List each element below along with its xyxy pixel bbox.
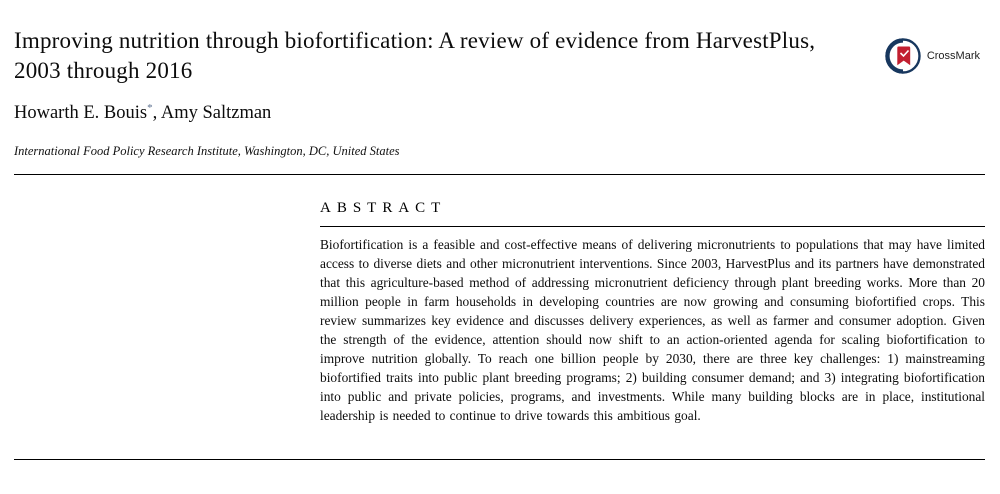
crossmark-badge[interactable]: [883, 36, 980, 76]
abstract-text: Biofortification is a feasible and cost-effective means of delivering micronutrients to populations that may have limited access to diverse diets and other micronutrient interventions. Since 2003, HarvestPlus and its partners have demonstrated that this agriculture-based method of addressing micronutrient deficiency through plant breeding works. More than 20 million people in farm households in developing countries are now growing and consuming biofortified crops. This review summarizes key evidence and discusses delivery experiences, as well as farmer and consumer adoption. Given the strength of the evidence, attention should now shift to an action-oriented agenda for scaling biofortification to improve nutrition globally. To reach one billion people by 2030, there are three key challenges: 1) mainstreaming biofortified traits into public plant breeding programs; 2) building consumer demand; and 3) integrating biofortification into public and private policies, programs, and investments. While many building blocks are in place, institutional leadership is needed to continue to drive towards this ambitious goal.: [320, 237, 985, 423]
corresponding-author-asterisk-link[interactable]: *: [147, 101, 153, 114]
abstract-heading: ABSTRACT: [320, 200, 447, 216]
author-name-1: Howarth E. Bouis: [14, 103, 148, 123]
affiliation-line: International Food Policy Research Institute, Washington, DC, United States: [14, 144, 400, 158]
footer-divider: [14, 459, 985, 460]
paper-title: Improving nutrition through biofortification: A review of evidence from HarvestPlus, 2003 through 2016: [14, 28, 816, 84]
author-line: [14, 103, 271, 124]
header-divider: [14, 174, 985, 175]
abstract-divider: [320, 226, 985, 227]
crossmark-icon: [883, 36, 923, 76]
author-separator: ,: [152, 103, 161, 123]
author-name-2: Amy Saltzman: [160, 103, 272, 123]
crossmark-label: CrossMark: [926, 50, 980, 62]
abstract-section: [320, 200, 985, 425]
